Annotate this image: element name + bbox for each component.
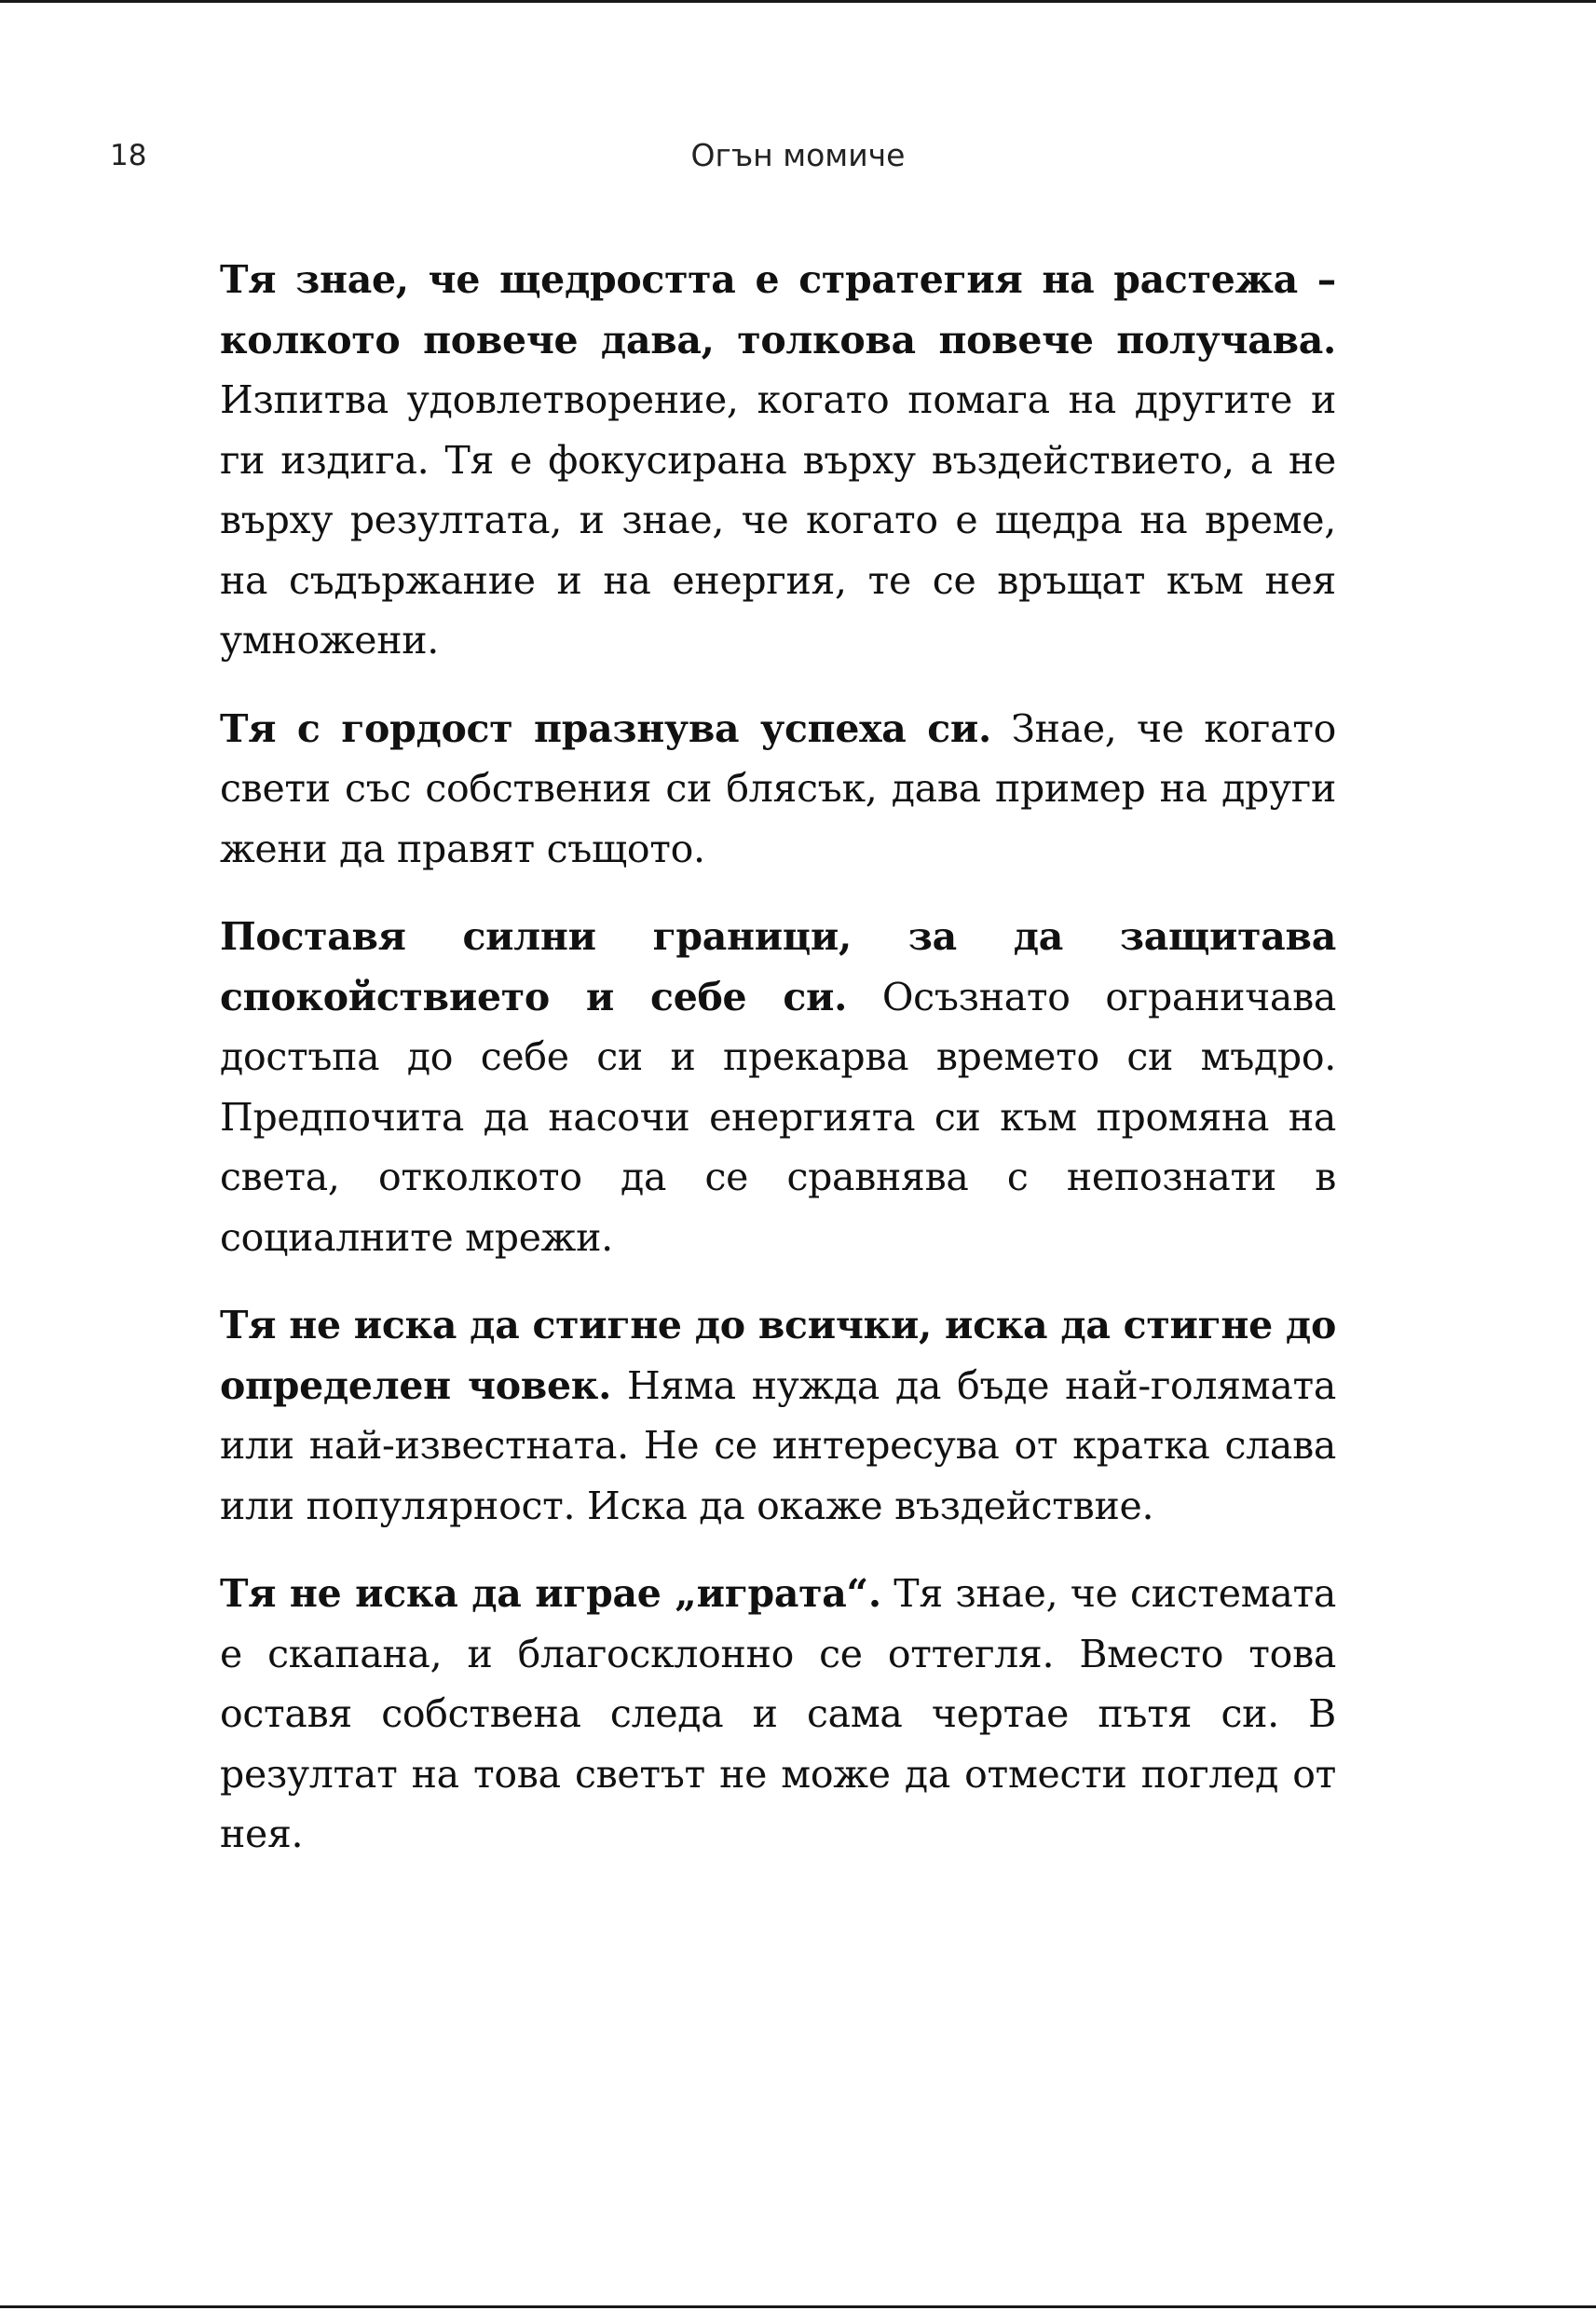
paragraph-lead: Тя не иска да стигне до всички, иска да стигне до определен човек.: [220, 1303, 1336, 1408]
paragraph-lead: Поставя силни граници, за да защитава спокойствието и себе си.: [220, 914, 1336, 1019]
paragraph: [220, 250, 1336, 671]
paragraph: [220, 699, 1336, 880]
paragraph: [220, 907, 1336, 1267]
paragraph-text: Знае, че когато свети със собствения си блясък, дава пример на други жени да правят същото.: [220, 705, 1336, 871]
paragraph-lead: Тя знае, че щедростта е стратегия на растежа – колкото повече дава, толкова повече получава.: [220, 257, 1336, 362]
paragraph: [220, 1295, 1336, 1536]
body-text: [220, 250, 1336, 1893]
paragraph-text: Няма нужда да бъде най-голямата или най-известната. Не се интересува от кратка слава или популярност. Иска да окаже въздействие.: [220, 1362, 1337, 1528]
paragraph-lead: Тя с гордост празнува успеха си.: [220, 705, 991, 751]
bottom-border: [0, 2305, 1596, 2308]
paragraph-text: Осъзнато ограничава достъпа до себе си и прекарва времето си мъдро. Предпочита да насочи енергията си към промяна на света, отколкото да се сравнява с непознати в социалните мрежи.: [220, 974, 1336, 1260]
top-border: [0, 0, 1596, 3]
paragraph-text: Тя знае, че системата е скапана, и благосклонно се оттегля. Вместо това оставя собствена следа и сама чертае пътя си. В резултат на това светът не може да отмести поглед от нея.: [220, 1571, 1336, 1856]
running-title: Огън момиче: [690, 137, 906, 173]
paragraph-lead: Тя не иска да играе „играта“.: [220, 1571, 881, 1616]
page-number: 18: [110, 139, 147, 172]
paragraph: [220, 1564, 1336, 1865]
paragraph-text: Изпитва удовлетворение, когато помага на другите и ги издига. Тя е фокусирана върху въздействието, а не върху резултата, и знае, че когато е щедра на време, на съдържание и на енергия, те се връщат към нея умножени.: [220, 377, 1336, 663]
